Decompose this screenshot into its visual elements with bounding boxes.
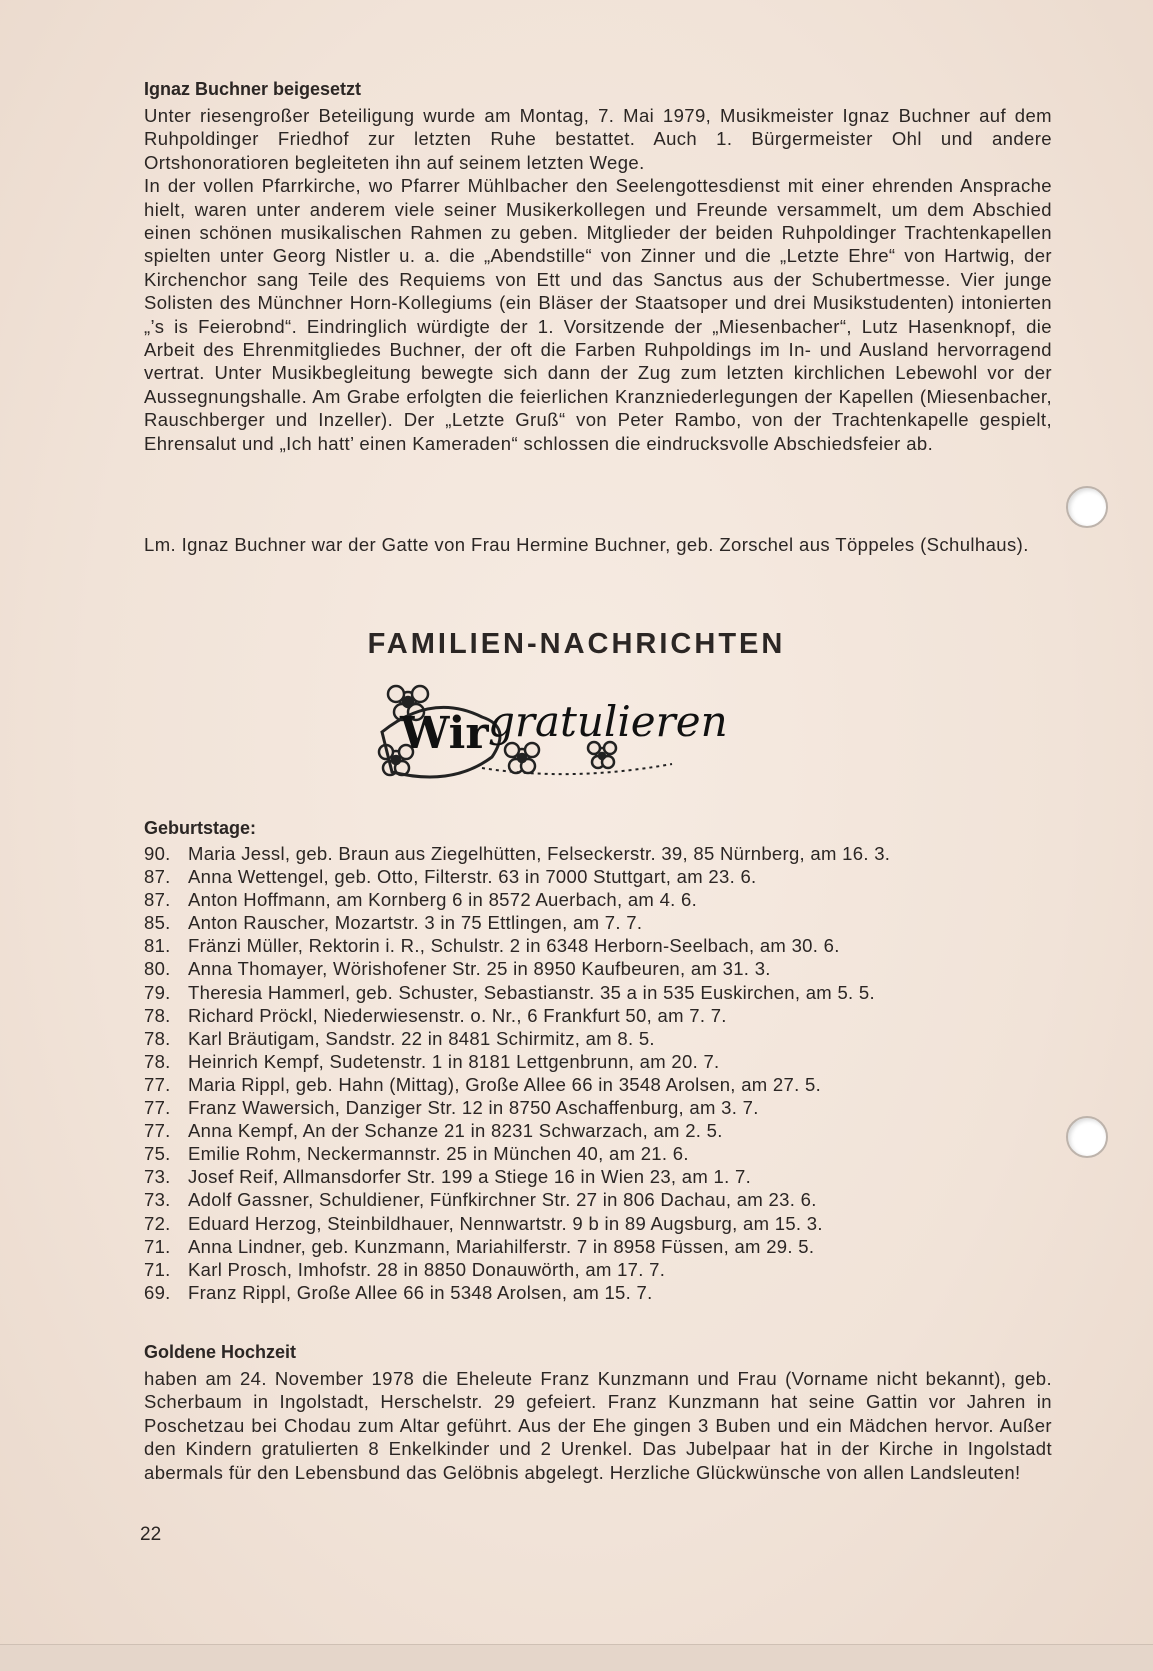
birthdays-heading: Geburtstage:: [144, 818, 257, 838]
birthday-list: [144, 842, 1052, 1304]
birthday-age: 75.: [144, 1143, 171, 1165]
obituary-heading: Ignaz Buchner beigesetzt: [144, 79, 362, 99]
birthday-text: Maria Rippl, geb. Hahn (Mittag), Große Allee 66 in 3548 Arolsen, am 27. 5.: [188, 1073, 822, 1095]
family-news-title: FAMILIEN-NACHRICHTEN: [367, 628, 786, 660]
birthday-age: 73.: [144, 1166, 171, 1188]
birthday-entry: [144, 1096, 1052, 1119]
birthday-entry: [144, 1027, 1052, 1050]
birthday-age: 71.: [144, 1258, 171, 1280]
golden-wedding-heading: Goldene Hochzeit: [144, 1342, 297, 1362]
birthday-text: Anna Kempf, An der Schanze 21 in 8231 Schwarzach, am 2. 5.: [188, 1120, 723, 1142]
birthday-text: Emilie Rohm, Neckermannstr. 25 in München 40, am 21. 6.: [188, 1143, 689, 1165]
birthday-text: Karl Bräutigam, Sandstr. 22 in 8481 Schirmitz, am 8. 5.: [188, 1027, 655, 1049]
birthday-entry: [144, 1073, 1052, 1096]
birthday-text: Anna Wettengel, geb. Otto, Filterstr. 63 in 7000 Stuttgart, am 23. 6.: [188, 866, 757, 888]
birthday-age: 79.: [144, 981, 171, 1003]
birthday-text: Franz Rippl, Große Allee 66 in 5348 Arolsen, am 15. 7.: [188, 1281, 653, 1303]
birthday-text: Adolf Gassner, Schuldiener, Fünfkirchner Str. 27 in 806 Dachau, am 23. 6.: [188, 1189, 817, 1211]
birthday-age: 72.: [144, 1212, 171, 1234]
birthday-entry: [144, 842, 1052, 865]
birthday-entry: [144, 1050, 1052, 1073]
birthday-age: 81.: [144, 935, 171, 957]
emblem-script: gratulieren: [488, 697, 728, 746]
birthday-text: Josef Reif, Allmansdorfer Str. 199 a Stiege 16 in Wien 23, am 1. 7.: [188, 1166, 752, 1188]
birthday-age: 77.: [144, 1073, 171, 1095]
birthday-age: 71.: [144, 1235, 171, 1257]
page-number: 22: [140, 1524, 162, 1545]
punch-hole: [1066, 486, 1108, 528]
obituary-text: [144, 104, 1052, 455]
birthday-entry: [144, 981, 1052, 1004]
birthday-text: Anna Thomayer, Wörishofener Str. 25 in 8950 Kaufbeuren, am 31. 3.: [188, 958, 771, 980]
birthday-age: 78.: [144, 1050, 171, 1072]
punch-hole: [1066, 1116, 1108, 1158]
birthday-entry: [144, 1119, 1052, 1142]
obituary-paragraph: In der vollen Pfarrkirche, wo Pfarrer Mühlbacher den Seelengottesdienst mit einer ehrenden Ansprache hielt, waren unter anderem viele seiner Musikerkollegen und Freunde versammelt, um dem Abschied einen schönen musikalischen Rahmen zu geben. Mitglieder der beiden Ruhpoldinger Trachtenkapellen spielten unter Georg Nistler u. a. die „Abendstille“ von Zinner und die „Letzte Ehre“ von Hartwig, der Kirchenchor sang Teile des Requiems von Ett und das Sanctus aus der Schubertmesse. Vier junge Solisten des Münchner Horn-Kollegiums (ein Bläser der Staatsoper und drei Musikstudenten) intonierten „’s is Feierobnd“. Eindringlich würdigte der 1. Vorsitzende der „Miesenbacher“, Lutz Hasenknopf, die Arbeit des Ehrenmitgliedes Buchner, der oft die Farben Ruhpoldings im In- und Ausland hervorragend vertrat. Unter Musikbegleitung bewegte sich dann der Zug zum letzten kirchlichen Lebewohl vor der Aussegnungshalle. Am Grabe erfolgten die feierlichen Kranzniederlegungen der Kapellen (Miesenbacher, Rauschberger und Inzeller). Der „Letzte Gruß“ von Peter Rambo, von der Trachtenkapelle gespielt, Ehrensalut und „Ich hatt’ einen Kameraden“ schlossen die eindrucksvolle Abschiedsfeier ab.: [144, 175, 1052, 454]
birthday-entry: [144, 888, 1052, 911]
birthday-text: Richard Pröckl, Niederwiesenstr. o. Nr., 6 Frankfurt 50, am 7. 7.: [188, 1004, 727, 1026]
birthday-age: 77.: [144, 1120, 171, 1142]
birthday-age: 80.: [144, 958, 171, 980]
birthday-text: Anton Rauscher, Mozartstr. 3 in 75 Ettlingen, am 7. 7.: [188, 912, 643, 934]
obituary-note: Lm. Ignaz Buchner war der Gatte von Frau Hermine Buchner, geb. Zorschel aus Töppeles (Schulhaus).: [144, 534, 1029, 555]
emblem-text: Wir: [400, 708, 489, 759]
birthday-entry: [144, 1235, 1052, 1258]
birthday-entry: [144, 934, 1052, 957]
birthday-text: Anton Hoffmann, am Kornberg 6 in 8572 Auerbach, am 4. 6.: [188, 889, 698, 911]
golden-wedding-text: haben am 24. November 1978 die Eheleute Franz Kunzmann und Frau (Vorname nicht bekannt), geb. Scherbaum in Ingolstadt, Herschelstr. 29 gefeiert. Franz Kunzmann hat seine Gattin vor Jahren in Poschetzau bei Chodau zum Altar geführt. Aus der Ehe gingen 3 Buben und ein Mädchen hervor. Außer den Kindern gratulierten 8 Enkelkinder und 2 Urenkel. Das Jubelpaar hat in der Kirche in Ingolstadt abermals für den Lebensbund das Gelöbnis abgelegt. Herzliche Glückwünsche von allen Landsleuten!: [144, 1368, 1052, 1483]
birthday-text: Heinrich Kempf, Sudetenstr. 1 in 8181 Lettgenbrunn, am 20. 7.: [188, 1050, 720, 1072]
birthday-entry: [144, 957, 1052, 980]
page-bottom-edge: [0, 1644, 1153, 1671]
birthday-text: Eduard Herzog, Steinbildhauer, Nennwartstr. 9 b in 89 Augsburg, am 15. 3.: [188, 1212, 823, 1234]
birthday-text: Franz Wawersich, Danziger Str. 12 in 8750 Aschaffenburg, am 3. 7.: [188, 1097, 759, 1119]
birthday-age: 90.: [144, 843, 171, 864]
birthday-text: Theresia Hammerl, geb. Schuster, Sebastianstr. 35 a in 535 Euskirchen, am 5. 5.: [188, 981, 875, 1003]
birthday-entry: [144, 911, 1052, 934]
birthday-entry: [144, 1281, 1052, 1304]
birthday-age: 78.: [144, 1004, 171, 1026]
obituary-paragraph: Unter riesengroßer Beteiligung wurde am Montag, 7. Mai 1979, Musikmeister Ignaz Buchner auf dem Ruhpoldinger Friedhof zur letzten Ruhe bestattet. Auch 1. Bürgermeister Ohl und andere Ortshonoratioren begleiteten ihn auf seinem letzten Wege.: [144, 105, 1052, 173]
birthday-age: 87.: [144, 866, 171, 888]
birthday-text: Karl Prosch, Imhofstr. 28 in 8850 Donauwörth, am 17. 7.: [188, 1258, 666, 1280]
birthday-entry: [144, 1188, 1052, 1211]
birthday-entry: [144, 1142, 1052, 1165]
birthday-entry: [144, 1004, 1052, 1027]
birthday-age: 73.: [144, 1189, 171, 1211]
birthday-entry: [144, 1258, 1052, 1281]
birthday-age: 85.: [144, 912, 171, 934]
birthday-age: 69.: [144, 1281, 171, 1303]
birthday-age: 87.: [144, 889, 171, 911]
congratulations-emblem: [372, 672, 792, 790]
birthday-entry: [144, 865, 1052, 888]
birthday-age: 78.: [144, 1027, 171, 1049]
birthday-entry: [144, 1212, 1052, 1235]
birthday-text: Anna Lindner, geb. Kunzmann, Mariahilferstr. 7 in 8958 Füssen, am 29. 5.: [188, 1235, 815, 1257]
birthday-text: Maria Jessl, geb. Braun aus Ziegelhütten, Felseckerstr. 39, 85 Nürnberg, am 16. 3.: [188, 843, 891, 864]
birthday-entry: [144, 1165, 1052, 1188]
birthday-age: 77.: [144, 1097, 171, 1119]
birthday-text: Fränzi Müller, Rektorin i. R., Schulstr. 2 in 6348 Herborn-Seelbach, am 30. 6.: [188, 935, 840, 957]
